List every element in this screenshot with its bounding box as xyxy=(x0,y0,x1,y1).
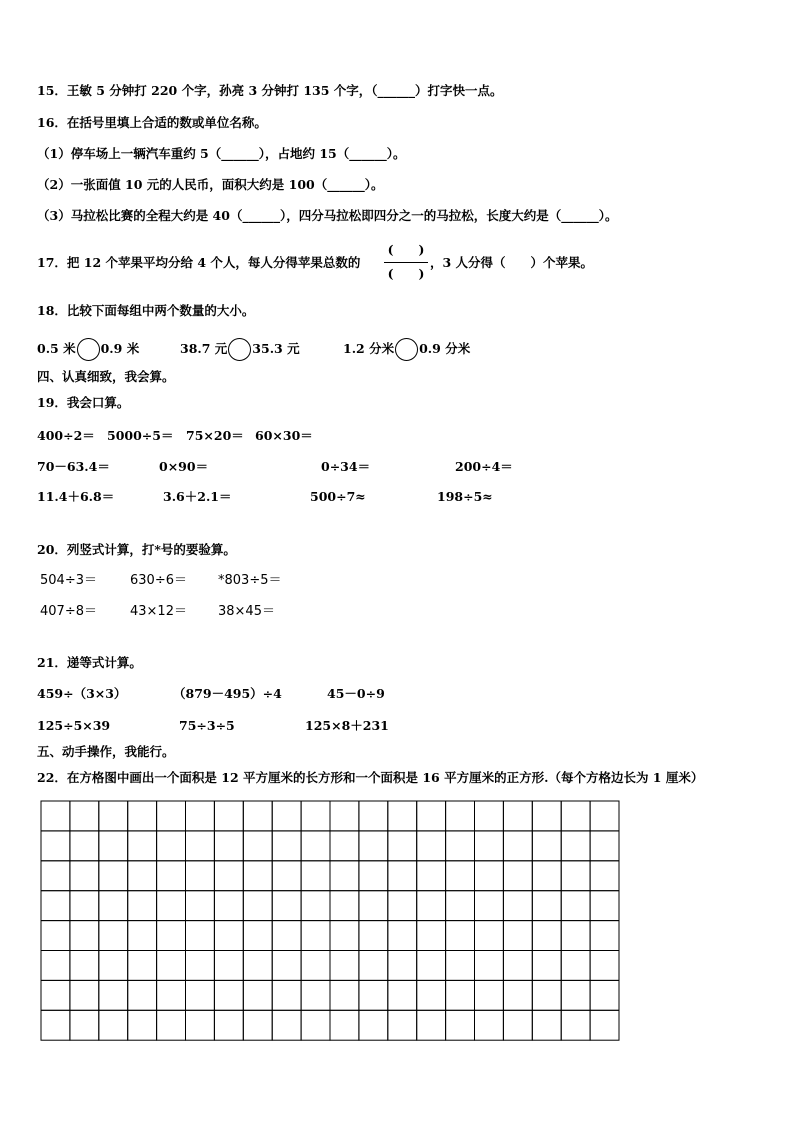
grid-cell[interactable] xyxy=(301,921,330,951)
grid-cell[interactable] xyxy=(561,980,590,1010)
grid-cell[interactable] xyxy=(330,861,359,891)
q21-item: 459÷（3×3） xyxy=(37,686,127,701)
grid-cell[interactable] xyxy=(330,831,359,861)
grid-cell[interactable] xyxy=(475,921,504,951)
grid-cell[interactable] xyxy=(590,980,619,1010)
q21-item: 45－0÷9 xyxy=(327,686,385,701)
grid-cell[interactable] xyxy=(157,801,186,831)
grid-cell[interactable] xyxy=(590,861,619,891)
grid-cell[interactable] xyxy=(475,1010,504,1040)
grid-cell[interactable] xyxy=(503,891,532,921)
grid-cell[interactable] xyxy=(417,1010,446,1040)
grid-cell[interactable] xyxy=(475,951,504,981)
grid-cell[interactable] xyxy=(590,1010,619,1040)
compare-circle[interactable] xyxy=(228,338,251,361)
q19-item: 11.4＋6.8＝ xyxy=(37,489,115,504)
grid-cell[interactable] xyxy=(99,801,128,831)
grid-cell[interactable] xyxy=(41,861,70,891)
grid-cell[interactable] xyxy=(301,801,330,831)
grid-cell[interactable] xyxy=(186,861,215,891)
grid-cell[interactable] xyxy=(301,1010,330,1040)
grid-cell[interactable] xyxy=(157,921,186,951)
grid-cell[interactable] xyxy=(41,1010,70,1040)
grid-cell[interactable] xyxy=(561,801,590,831)
grid-cell[interactable] xyxy=(214,921,243,951)
grid-cell[interactable] xyxy=(128,980,157,1010)
fraction-bar xyxy=(384,262,428,263)
q21-item: 125×8＋231 xyxy=(305,718,389,733)
fraction-denominator: ( ) xyxy=(387,266,425,281)
compare-left: 38.7 元 xyxy=(180,341,228,356)
grid-cell[interactable] xyxy=(330,921,359,951)
compare-right: 0.9 米 xyxy=(100,341,140,356)
grid-cell[interactable] xyxy=(128,891,157,921)
grid-cell[interactable] xyxy=(330,980,359,1010)
grid-cell[interactable] xyxy=(214,980,243,1010)
grid-cell[interactable] xyxy=(503,921,532,951)
grid-cell[interactable] xyxy=(186,801,215,831)
grid-cell[interactable] xyxy=(243,951,272,981)
q18-title: 18．比较下面每组中两个数量的大小。 xyxy=(37,303,255,318)
q19-item: 0×90＝ xyxy=(159,459,209,474)
q17-fraction xyxy=(384,241,428,285)
q18-pair-3 xyxy=(343,338,470,361)
compare-right: 0.9 分米 xyxy=(419,341,471,356)
grid-cell[interactable] xyxy=(70,921,99,951)
grid-cell[interactable] xyxy=(475,831,504,861)
q16-line-2: （2）一张面值 10 元的人民币，面积大约是 100（______）。 xyxy=(37,177,384,192)
grid-cell[interactable] xyxy=(41,831,70,861)
grid-cell[interactable] xyxy=(590,951,619,981)
grid-cell[interactable] xyxy=(561,831,590,861)
q21-item: 75÷3÷5 xyxy=(179,718,235,733)
grid-cell[interactable] xyxy=(70,801,99,831)
grid-cell[interactable] xyxy=(561,891,590,921)
grid-cell[interactable] xyxy=(359,801,388,831)
grid-cell[interactable] xyxy=(330,1010,359,1040)
grid-cell[interactable] xyxy=(243,861,272,891)
grid-cell[interactable] xyxy=(99,831,128,861)
grid-cell[interactable] xyxy=(532,921,561,951)
q17-text-before: 17．把 12 个苹果平均分给 4 个人，每人分得苹果总数的 xyxy=(37,255,361,270)
grid-cell[interactable] xyxy=(272,801,301,831)
grid-cell[interactable] xyxy=(301,861,330,891)
grid-cell[interactable] xyxy=(157,891,186,921)
q17-text-after: ，3 人分得（ ）个苹果。 xyxy=(430,255,594,270)
grid-cell[interactable] xyxy=(359,861,388,891)
grid-cell[interactable] xyxy=(99,1010,128,1040)
q20-title: 20．列竖式计算，打*号的要验算。 xyxy=(37,542,236,557)
grid-cell[interactable] xyxy=(272,861,301,891)
grid-cell[interactable] xyxy=(417,801,446,831)
grid-cell[interactable] xyxy=(503,831,532,861)
grid-cell[interactable] xyxy=(503,801,532,831)
grid-cell[interactable] xyxy=(388,861,417,891)
grid-cell[interactable] xyxy=(41,980,70,1010)
grid-cell[interactable] xyxy=(41,891,70,921)
grid-cell[interactable] xyxy=(388,951,417,981)
grid-cell[interactable] xyxy=(532,831,561,861)
grid-cell[interactable] xyxy=(41,921,70,951)
grid-cell[interactable] xyxy=(446,1010,475,1040)
q18-pair-1 xyxy=(37,338,139,361)
q21-title: 21．递等式计算。 xyxy=(37,655,142,670)
grid-cell[interactable] xyxy=(330,951,359,981)
grid-cell[interactable] xyxy=(561,861,590,891)
q20-item: *803÷5＝ xyxy=(218,573,282,588)
grid-cell[interactable] xyxy=(128,1010,157,1040)
q20-item: 630÷6＝ xyxy=(130,573,187,588)
grid-cell[interactable] xyxy=(272,831,301,861)
grid-cell[interactable] xyxy=(359,831,388,861)
grid-cell[interactable] xyxy=(214,831,243,861)
q19-item: 75×20＝ xyxy=(186,428,244,443)
grid-cell[interactable] xyxy=(186,831,215,861)
grid-cell[interactable] xyxy=(243,1010,272,1040)
grid-cell[interactable] xyxy=(532,951,561,981)
grid-cell[interactable] xyxy=(359,1010,388,1040)
q18-pair-2 xyxy=(180,338,300,361)
grid-cell[interactable] xyxy=(532,1010,561,1040)
grid-cell[interactable] xyxy=(590,801,619,831)
grid-cell[interactable] xyxy=(243,980,272,1010)
q22-text: 22．在方格图中画出一个面积是 12 平方厘米的长方形和一个面积是 16 平方厘米的正方形.（每个方格边长为 1 厘米） xyxy=(37,770,704,785)
q21-item: 125÷5×39 xyxy=(37,718,111,733)
grid-cell[interactable] xyxy=(243,831,272,861)
grid-cell[interactable] xyxy=(157,980,186,1010)
fraction-numerator: ( ) xyxy=(387,242,425,257)
q20-item: 407÷8＝ xyxy=(40,604,97,619)
q20-item: 504÷3＝ xyxy=(40,573,97,588)
q16-title: 16．在括号里填上合适的数或单位名称。 xyxy=(37,115,267,130)
grid-cell[interactable] xyxy=(243,921,272,951)
section-4-title: 四、认真细致，我会算。 xyxy=(37,369,175,384)
grid-cell[interactable] xyxy=(446,831,475,861)
grid-cell[interactable] xyxy=(243,801,272,831)
grid-cell[interactable] xyxy=(330,801,359,831)
grid-cell[interactable] xyxy=(359,951,388,981)
grid-cell[interactable] xyxy=(70,951,99,981)
q16-line-3: （3）马拉松比赛的全程大约是 40（______），四分马拉松即四分之一的马拉松，长度大约是（______）。 xyxy=(37,208,618,223)
grid-cell[interactable] xyxy=(186,891,215,921)
grid-cell[interactable] xyxy=(446,921,475,951)
grid-cell[interactable] xyxy=(417,861,446,891)
grid-cell[interactable] xyxy=(561,921,590,951)
grid-cell[interactable] xyxy=(359,921,388,951)
grid-cell[interactable] xyxy=(128,921,157,951)
grid-cell[interactable] xyxy=(532,891,561,921)
square-grid[interactable] xyxy=(40,800,620,1042)
grid-cell[interactable] xyxy=(272,891,301,921)
compare-right: 35.3 元 xyxy=(252,341,300,356)
grid-cell[interactable] xyxy=(128,831,157,861)
grid-cell[interactable] xyxy=(388,891,417,921)
compare-left: 1.2 分米 xyxy=(343,341,395,356)
grid-cell[interactable] xyxy=(388,921,417,951)
q19-item: 200÷4＝ xyxy=(455,459,513,474)
grid-cell[interactable] xyxy=(214,801,243,831)
grid-cell[interactable] xyxy=(99,951,128,981)
grid-cell[interactable] xyxy=(446,980,475,1010)
grid-cell[interactable] xyxy=(70,891,99,921)
grid-cell[interactable] xyxy=(417,831,446,861)
grid-cell[interactable] xyxy=(186,921,215,951)
grid-cell[interactable] xyxy=(446,861,475,891)
q19-item: 60×30＝ xyxy=(255,428,313,443)
grid-cell[interactable] xyxy=(157,1010,186,1040)
q19-item: 5000÷5＝ xyxy=(107,428,174,443)
grid-cell[interactable] xyxy=(157,861,186,891)
grid-cell[interactable] xyxy=(186,980,215,1010)
q15-text: 15．王敏 5 分钟打 220 个字，孙亮 3 分钟打 135 个字，（______）打字快一点。 xyxy=(37,83,503,98)
grid-cell[interactable] xyxy=(561,1010,590,1040)
grid-cell[interactable] xyxy=(70,861,99,891)
grid-cell[interactable] xyxy=(41,801,70,831)
grid-cell[interactable] xyxy=(301,891,330,921)
grid-cell[interactable] xyxy=(272,1010,301,1040)
grid-cell[interactable] xyxy=(99,861,128,891)
q21-item: （879－495）÷4 xyxy=(173,686,282,701)
grid-cell[interactable] xyxy=(417,951,446,981)
grid-cell[interactable] xyxy=(243,891,272,921)
grid-cell[interactable] xyxy=(70,980,99,1010)
grid-cell[interactable] xyxy=(272,980,301,1010)
grid-cell[interactable] xyxy=(359,980,388,1010)
grid-cell[interactable] xyxy=(590,891,619,921)
grid-cell[interactable] xyxy=(214,1010,243,1040)
q19-item: 70－63.4＝ xyxy=(37,459,110,474)
grid-cell[interactable] xyxy=(272,921,301,951)
grid-cell[interactable] xyxy=(475,980,504,1010)
q20-item: 38×45＝ xyxy=(218,604,275,619)
grid-cell[interactable] xyxy=(532,801,561,831)
grid-cell[interactable] xyxy=(214,951,243,981)
grid-cell[interactable] xyxy=(214,891,243,921)
grid-cell[interactable] xyxy=(99,980,128,1010)
grid-cell[interactable] xyxy=(128,951,157,981)
grid-cell[interactable] xyxy=(359,891,388,921)
grid-cell[interactable] xyxy=(532,980,561,1010)
section-5-title: 五、动手操作，我能行。 xyxy=(37,744,175,759)
q19-item: 198÷5≈ xyxy=(437,489,493,504)
grid-cell[interactable] xyxy=(417,921,446,951)
grid-cell[interactable] xyxy=(128,801,157,831)
q19-item: 400÷2＝ xyxy=(37,428,95,443)
compare-left: 0.5 米 xyxy=(37,341,76,356)
grid-cell[interactable] xyxy=(330,891,359,921)
q19-item: 500÷7≈ xyxy=(310,489,366,504)
grid-cell[interactable] xyxy=(157,831,186,861)
grid-cell[interactable] xyxy=(388,980,417,1010)
grid-cell[interactable] xyxy=(503,951,532,981)
grid-cell[interactable] xyxy=(99,891,128,921)
grid-cell[interactable] xyxy=(417,891,446,921)
grid-cell[interactable] xyxy=(590,831,619,861)
grid-cell[interactable] xyxy=(475,801,504,831)
grid-cell[interactable] xyxy=(388,1010,417,1040)
q19-item: 0÷34＝ xyxy=(321,459,371,474)
grid-cell[interactable] xyxy=(99,921,128,951)
q19-item: 3.6＋2.1＝ xyxy=(163,489,232,504)
grid-cell[interactable] xyxy=(417,980,446,1010)
grid-cell[interactable] xyxy=(475,891,504,921)
grid-cell[interactable] xyxy=(70,1010,99,1040)
grid-cell[interactable] xyxy=(503,980,532,1010)
q16-line-1: （1）停车场上一辆汽车重约 5（______），占地约 15（______）。 xyxy=(37,146,406,161)
grid-cell[interactable] xyxy=(446,801,475,831)
grid-cell[interactable] xyxy=(214,861,243,891)
grid-cell[interactable] xyxy=(503,1010,532,1040)
grid-cell[interactable] xyxy=(446,891,475,921)
compare-circle[interactable] xyxy=(77,338,100,361)
q19-title: 19．我会口算。 xyxy=(37,395,130,410)
grid-cell[interactable] xyxy=(532,861,561,891)
grid-cell[interactable] xyxy=(561,951,590,981)
grid-cell[interactable] xyxy=(70,831,99,861)
grid-cell[interactable] xyxy=(41,951,70,981)
grid-cell[interactable] xyxy=(272,951,301,981)
grid-cell[interactable] xyxy=(446,951,475,981)
grid-cell[interactable] xyxy=(301,831,330,861)
grid-cell[interactable] xyxy=(301,980,330,1010)
grid-cell[interactable] xyxy=(590,921,619,951)
grid-cell[interactable] xyxy=(503,861,532,891)
grid-cell[interactable] xyxy=(475,861,504,891)
compare-circle[interactable] xyxy=(395,338,418,361)
grid-cell[interactable] xyxy=(186,951,215,981)
grid-cell[interactable] xyxy=(157,951,186,981)
grid-cell[interactable] xyxy=(301,951,330,981)
grid-cell[interactable] xyxy=(388,801,417,831)
grid-cell[interactable] xyxy=(388,831,417,861)
q20-item: 43×12＝ xyxy=(130,604,187,619)
grid-cell[interactable] xyxy=(128,861,157,891)
grid-cell[interactable] xyxy=(186,1010,215,1040)
